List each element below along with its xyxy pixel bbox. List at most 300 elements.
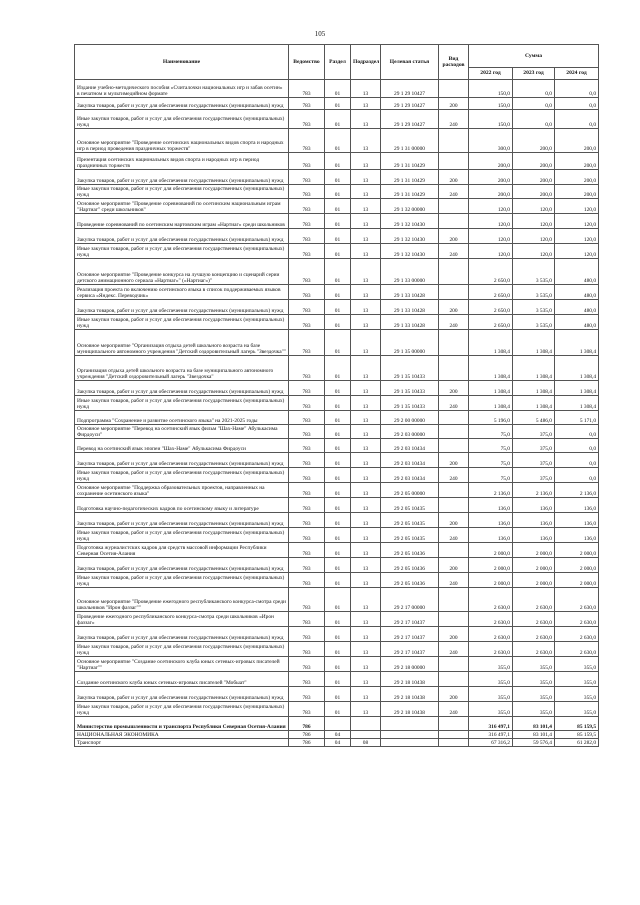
cell-year2: 1 308,4 <box>513 396 555 411</box>
table-header <box>75 45 599 80</box>
cell-year1: 150,0 <box>469 80 513 98</box>
cell-year1: 355,0 <box>469 687 513 702</box>
cell-year2: 200,0 <box>513 129 555 153</box>
cell-subsection: 13 <box>351 396 381 411</box>
cell-ministry: 783 <box>289 468 325 483</box>
cell-expense-type <box>439 543 469 558</box>
cell-name: Основное мероприятие "Создание осетинского клуба юных сетевых-игровых писателей "Нартиаг"" <box>75 657 289 672</box>
cell-target: 29 2 18 10438 <box>381 672 439 687</box>
cell-year1: 75,0 <box>469 453 513 468</box>
cell-target: 29 1 32 10430 <box>381 214 439 229</box>
cell-section: 01 <box>325 513 351 528</box>
table-row <box>75 170 599 185</box>
table-row <box>75 717 599 731</box>
cell-year2: 136,0 <box>513 498 555 513</box>
cell-section: 01 <box>325 543 351 558</box>
cell-year1: 75,0 <box>469 425 513 439</box>
cell-year2: 120,0 <box>513 214 555 229</box>
cell-section: 04 <box>325 739 351 747</box>
cell-year3: 2 000,0 <box>555 573 599 588</box>
cell-year2: 355,0 <box>513 672 555 687</box>
table-row <box>75 588 599 612</box>
table-row <box>75 381 599 396</box>
cell-name: Иные закупки товаров, работ и услуг для обеспечения государственных (муниципальных) нужд <box>75 573 289 588</box>
cell-year1: 75,0 <box>469 439 513 453</box>
cell-section: 01 <box>325 558 351 573</box>
cell-year3: 0,0 <box>555 453 599 468</box>
table-row <box>75 129 599 153</box>
cell-year3: 1 308,4 <box>555 330 599 356</box>
cell-expense-type <box>439 356 469 381</box>
cell-expense-type: 200 <box>439 300 469 315</box>
cell-subsection: 13 <box>351 300 381 315</box>
cell-section: 01 <box>325 129 351 153</box>
cell-section: 01 <box>325 687 351 702</box>
cell-year3: 355,0 <box>555 657 599 672</box>
cell-ministry: 783 <box>289 543 325 558</box>
cell-year3: 200,0 <box>555 129 599 153</box>
cell-expense-type <box>439 672 469 687</box>
cell-year1: 150,0 <box>469 98 513 110</box>
cell-target: 29 2 05 10435 <box>381 513 439 528</box>
cell-expense-type <box>439 612 469 627</box>
cell-year1: 355,0 <box>469 702 513 717</box>
cell-year3: 85 159,5 <box>555 717 599 731</box>
cell-name: Основное мероприятие "Проведение ежегодного республиканского конкурса-смотра среди школьников "Ирон фаззаг"" <box>75 588 289 612</box>
cell-subsection: 13 <box>351 612 381 627</box>
cell-year2: 3 535,0 <box>513 300 555 315</box>
cell-subsection: 13 <box>351 259 381 285</box>
cell-expense-type: 240 <box>439 573 469 588</box>
cell-subsection: 13 <box>351 356 381 381</box>
cell-name: Издание учебно-методического пособия «Считалочки национальных игр и забав осетин» в печатном и мультимедийном формате <box>75 80 289 98</box>
cell-year3: 2 630,0 <box>555 627 599 642</box>
cell-ministry: 783 <box>289 612 325 627</box>
table-row <box>75 731 599 739</box>
cell-year2: 120,0 <box>513 199 555 214</box>
cell-ministry: 783 <box>289 558 325 573</box>
cell-expense-type <box>439 498 469 513</box>
table-row <box>75 468 599 483</box>
cell-subsection: 13 <box>351 687 381 702</box>
cell-year1: 200,0 <box>469 153 513 170</box>
cell-target: 29 2 17 10437 <box>381 612 439 627</box>
cell-year3: 2 136,0 <box>555 483 599 498</box>
table-row <box>75 356 599 381</box>
cell-year2: 2 630,0 <box>513 642 555 657</box>
table-row <box>75 573 599 588</box>
cell-name: Создание осетинского клуба юных сетевых-игровых писателей "Мобыат" <box>75 672 289 687</box>
cell-year3: 61 282,0 <box>555 739 599 747</box>
cell-ministry: 786 <box>289 731 325 739</box>
cell-subsection: 13 <box>351 642 381 657</box>
cell-expense-type <box>439 129 469 153</box>
cell-name: Транспорт <box>75 739 289 747</box>
cell-section: 01 <box>325 153 351 170</box>
cell-year2: 3 535,0 <box>513 285 555 300</box>
cell-year1: 200,0 <box>469 185 513 199</box>
cell-subsection: 13 <box>351 513 381 528</box>
cell-subsection: 13 <box>351 80 381 98</box>
cell-name: Иные закупки товаров, работ и услуг для обеспечения государственных (муниципальных) нужд <box>75 642 289 657</box>
cell-year3: 0,0 <box>555 439 599 453</box>
cell-target: 29 1 33 00000 <box>381 259 439 285</box>
cell-subsection: 13 <box>351 244 381 259</box>
cell-year3: 200,0 <box>555 170 599 185</box>
table-row <box>75 185 599 199</box>
cell-year1: 2 630,0 <box>469 642 513 657</box>
cell-year2: 83 101,4 <box>513 717 555 731</box>
cell-target: 29 1 35 00000 <box>381 330 439 356</box>
cell-expense-type <box>439 717 469 731</box>
cell-subsection: 13 <box>351 439 381 453</box>
cell-year1: 1 308,4 <box>469 396 513 411</box>
cell-section: 01 <box>325 573 351 588</box>
cell-ministry: 783 <box>289 129 325 153</box>
table-row <box>75 411 599 425</box>
table-row <box>75 285 599 300</box>
cell-year1: 136,0 <box>469 513 513 528</box>
cell-year3: 355,0 <box>555 702 599 717</box>
cell-ministry: 783 <box>289 687 325 702</box>
cell-subsection: 13 <box>351 573 381 588</box>
cell-subsection: 08 <box>351 739 381 747</box>
cell-target: 29 1 33 10428 <box>381 285 439 300</box>
cell-name: Закупка товаров, работ и услуг для обеспечения государственных (муниципальных) нужд <box>75 453 289 468</box>
cell-year2: 136,0 <box>513 528 555 543</box>
table-row <box>75 80 599 98</box>
cell-section: 01 <box>325 439 351 453</box>
cell-year1: 316 497,1 <box>469 717 513 731</box>
cell-subsection <box>351 731 381 739</box>
table-row <box>75 558 599 573</box>
cell-target <box>381 731 439 739</box>
cell-year1: 120,0 <box>469 199 513 214</box>
cell-section: 01 <box>325 612 351 627</box>
cell-subsection: 13 <box>351 98 381 110</box>
cell-section: 01 <box>325 396 351 411</box>
cell-section: 01 <box>325 98 351 110</box>
cell-name: Организация отдыха детей школьного возраста на базе муниципального автономного учреждения "Детский оздоровительный лагерь "Звездочка" <box>75 356 289 381</box>
table-row <box>75 214 599 229</box>
table-row <box>75 425 599 439</box>
table-row <box>75 110 599 129</box>
cell-name: Закупка товаров, работ и услуг для обеспечения государственных (муниципальных) нужд <box>75 558 289 573</box>
cell-expense-type <box>439 483 469 498</box>
cell-year2: 2 000,0 <box>513 543 555 558</box>
cell-section: 01 <box>325 498 351 513</box>
cell-year3: 200,0 <box>555 153 599 170</box>
cell-year2: 200,0 <box>513 170 555 185</box>
cell-subsection: 13 <box>351 185 381 199</box>
cell-year3: 2 000,0 <box>555 543 599 558</box>
cell-year2: 200,0 <box>513 185 555 199</box>
cell-expense-type: 240 <box>439 702 469 717</box>
cell-year3: 120,0 <box>555 229 599 244</box>
col-ministry-header: Ведомство <box>289 45 325 80</box>
cell-expense-type <box>439 80 469 98</box>
table-row <box>75 259 599 285</box>
cell-ministry: 783 <box>289 439 325 453</box>
cell-ministry: 783 <box>289 229 325 244</box>
cell-target: 29 1 32 00000 <box>381 199 439 214</box>
cell-section: 01 <box>325 185 351 199</box>
cell-year2: 2 630,0 <box>513 588 555 612</box>
cell-ministry: 783 <box>289 573 325 588</box>
cell-ministry: 783 <box>289 657 325 672</box>
cell-target: 29 1 35 10433 <box>381 396 439 411</box>
cell-year2: 120,0 <box>513 244 555 259</box>
cell-year3: 120,0 <box>555 199 599 214</box>
cell-ministry: 783 <box>289 80 325 98</box>
cell-year2: 3 535,0 <box>513 259 555 285</box>
cell-section: 01 <box>325 244 351 259</box>
cell-year3: 5 171,0 <box>555 411 599 425</box>
cell-ministry: 783 <box>289 185 325 199</box>
cell-ministry: 783 <box>289 110 325 129</box>
cell-expense-type <box>439 425 469 439</box>
cell-year1: 2 000,0 <box>469 543 513 558</box>
cell-name: Закупка товаров, работ и услуг для обеспечения государственных (муниципальных) нужд <box>75 300 289 315</box>
cell-ministry: 783 <box>289 396 325 411</box>
cell-section: 01 <box>325 468 351 483</box>
cell-ministry: 783 <box>289 356 325 381</box>
cell-year2: 0,0 <box>513 110 555 129</box>
cell-target <box>381 717 439 731</box>
cell-year3: 85 159,5 <box>555 731 599 739</box>
cell-target: 29 1 32 10430 <box>381 244 439 259</box>
cell-section: 01 <box>325 627 351 642</box>
cell-target: 29 1 33 10428 <box>381 315 439 330</box>
cell-name: Закупка товаров, работ и услуг для обеспечения государственных (муниципальных) нужд <box>75 170 289 185</box>
cell-ministry: 783 <box>289 214 325 229</box>
col-sum-header: Сумма <box>469 45 599 68</box>
cell-target: 29 2 05 00000 <box>381 483 439 498</box>
cell-year2: 2 630,0 <box>513 612 555 627</box>
cell-year3: 200,0 <box>555 185 599 199</box>
cell-target: 29 1 32 10430 <box>381 229 439 244</box>
cell-name: Иные закупки товаров, работ и услуг для обеспечения государственных (муниципальных) нужд <box>75 396 289 411</box>
table-row <box>75 439 599 453</box>
table-row <box>75 657 599 672</box>
cell-subsection: 13 <box>351 129 381 153</box>
cell-target: 29 2 05 10436 <box>381 543 439 558</box>
cell-year1: 2 650,0 <box>469 300 513 315</box>
table-row <box>75 300 599 315</box>
cell-year1: 2 650,0 <box>469 259 513 285</box>
cell-year2: 2 000,0 <box>513 558 555 573</box>
table-row <box>75 396 599 411</box>
cell-name: Основное мероприятие "Проведение осетинских национальных видов спорта и народных игр в период проведения праздничных торжеств" <box>75 129 289 153</box>
col-year3-header: 2024 год <box>555 68 599 80</box>
cell-year3: 480,0 <box>555 315 599 330</box>
cell-ministry: 783 <box>289 513 325 528</box>
cell-year2: 2 136,0 <box>513 483 555 498</box>
cell-section: 01 <box>325 425 351 439</box>
cell-expense-type: 200 <box>439 98 469 110</box>
cell-year2: 59 576,4 <box>513 739 555 747</box>
cell-year3: 2 630,0 <box>555 588 599 612</box>
cell-year1: 2 650,0 <box>469 315 513 330</box>
cell-year2: 0,0 <box>513 98 555 110</box>
cell-year3: 480,0 <box>555 285 599 300</box>
cell-name: Иные закупки товаров, работ и услуг для обеспечения государственных (муниципальных) нужд <box>75 702 289 717</box>
table-row <box>75 528 599 543</box>
cell-section: 01 <box>325 411 351 425</box>
cell-expense-type <box>439 731 469 739</box>
cell-ministry: 783 <box>289 453 325 468</box>
cell-year3: 0,0 <box>555 425 599 439</box>
cell-section: 01 <box>325 483 351 498</box>
cell-subsection: 13 <box>351 425 381 439</box>
cell-name: Иные закупки товаров, работ и услуг для обеспечения государственных (муниципальных) нужд <box>75 468 289 483</box>
cell-name: Закупка товаров, работ и услуг для обеспечения государственных (муниципальных) нужд <box>75 627 289 642</box>
cell-section: 01 <box>325 528 351 543</box>
cell-name: Перевод на осетинский язык эпопеи "Шах-Наме" Абулькасима Фирдоуси <box>75 439 289 453</box>
cell-year2: 375,0 <box>513 439 555 453</box>
cell-subsection: 13 <box>351 453 381 468</box>
cell-year1: 1 308,4 <box>469 356 513 381</box>
cell-year3: 1 308,4 <box>555 381 599 396</box>
cell-year3: 2 630,0 <box>555 642 599 657</box>
cell-target: 29 2 18 10438 <box>381 687 439 702</box>
cell-year3: 2 000,0 <box>555 558 599 573</box>
cell-year1: 136,0 <box>469 498 513 513</box>
cell-name: Иные закупки товаров, работ и услуг для обеспечения государственных (муниципальных) нужд <box>75 528 289 543</box>
cell-year2: 375,0 <box>513 453 555 468</box>
cell-expense-type: 200 <box>439 558 469 573</box>
cell-ministry: 783 <box>289 244 325 259</box>
cell-year1: 2 000,0 <box>469 558 513 573</box>
cell-year2: 355,0 <box>513 657 555 672</box>
cell-subsection: 13 <box>351 285 381 300</box>
cell-year1: 1 308,4 <box>469 381 513 396</box>
cell-expense-type <box>439 411 469 425</box>
cell-ministry: 783 <box>289 300 325 315</box>
cell-year1: 2 630,0 <box>469 588 513 612</box>
cell-subsection: 13 <box>351 672 381 687</box>
table-row <box>75 627 599 642</box>
table-row <box>75 98 599 110</box>
cell-year3: 480,0 <box>555 300 599 315</box>
cell-expense-type <box>439 657 469 672</box>
cell-year2: 355,0 <box>513 687 555 702</box>
cell-ministry: 783 <box>289 411 325 425</box>
cell-target: 29 1 31 10429 <box>381 153 439 170</box>
cell-year3: 0,0 <box>555 468 599 483</box>
cell-name: Иные закупки товаров, работ и услуг для обеспечения государственных (муниципальных) нужд <box>75 244 289 259</box>
cell-expense-type <box>439 285 469 300</box>
cell-year3: 136,0 <box>555 498 599 513</box>
cell-subsection: 13 <box>351 199 381 214</box>
cell-name: Закупка товаров, работ и услуг для обеспечения государственных (муниципальных) нужд <box>75 381 289 396</box>
cell-target: 29 2 05 10436 <box>381 558 439 573</box>
col-year2-header: 2023 год <box>513 68 555 80</box>
cell-expense-type <box>439 330 469 356</box>
cell-expense-type: 240 <box>439 185 469 199</box>
cell-target: 29 1 35 10433 <box>381 381 439 396</box>
cell-ministry: 783 <box>289 170 325 185</box>
cell-name: Подготовка журналистских кадров для средств массовой информации Республики Северная Осетия-Алания <box>75 543 289 558</box>
cell-subsection: 13 <box>351 543 381 558</box>
cell-year1: 120,0 <box>469 244 513 259</box>
cell-name: Основное мероприятие "Перевод на осетинский язык фильм "Шах-Наме" Абулькасима Фирдоуси" <box>75 425 289 439</box>
cell-target: 29 2 03 10434 <box>381 453 439 468</box>
cell-expense-type: 200 <box>439 381 469 396</box>
col-year1-header: 2022 год <box>469 68 513 80</box>
table-row <box>75 687 599 702</box>
cell-year3: 0,0 <box>555 110 599 129</box>
cell-name: Основное мероприятие "Проведение конкурса на лучшую концепцию и сценарий серии детского анимационного сериала «Нартиаг»" («Нартиаг»)" <box>75 259 289 285</box>
cell-subsection <box>351 717 381 731</box>
cell-year1: 355,0 <box>469 657 513 672</box>
cell-name: Закупка товаров, работ и услуг для обеспечения государственных (муниципальных) нужд <box>75 513 289 528</box>
cell-year1: 200,0 <box>469 170 513 185</box>
cell-subsection: 13 <box>351 498 381 513</box>
cell-target: 29 1 35 10433 <box>381 356 439 381</box>
cell-expense-type: 240 <box>439 642 469 657</box>
cell-target: 29 2 18 10438 <box>381 702 439 717</box>
cell-ministry: 783 <box>289 528 325 543</box>
cell-year3: 120,0 <box>555 214 599 229</box>
cell-year1: 150,0 <box>469 110 513 129</box>
cell-section: 01 <box>325 199 351 214</box>
cell-name: Основное мероприятие "Проведение соревнований по осетинским национальным играм "Нартиаг" среди школьников" <box>75 199 289 214</box>
cell-target: 29 2 03 10434 <box>381 439 439 453</box>
cell-target: 29 2 05 10435 <box>381 498 439 513</box>
cell-year2: 136,0 <box>513 513 555 528</box>
cell-target: 29 1 31 10429 <box>381 185 439 199</box>
cell-name: Закупка товаров, работ и услуг для обеспечения государственных (муниципальных) нужд <box>75 687 289 702</box>
cell-target: 29 2 17 10437 <box>381 627 439 642</box>
cell-year3: 2 630,0 <box>555 612 599 627</box>
table-body <box>75 80 599 747</box>
table-row <box>75 315 599 330</box>
cell-year2: 3 535,0 <box>513 315 555 330</box>
cell-year3: 136,0 <box>555 513 599 528</box>
cell-year1: 2 136,0 <box>469 483 513 498</box>
cell-year2: 375,0 <box>513 425 555 439</box>
cell-ministry: 783 <box>289 425 325 439</box>
cell-ministry: 783 <box>289 98 325 110</box>
cell-ministry: 783 <box>289 381 325 396</box>
cell-year2: 5 486,0 <box>513 411 555 425</box>
table-row <box>75 483 599 498</box>
cell-year3: 1 308,4 <box>555 356 599 381</box>
cell-section: 01 <box>325 330 351 356</box>
cell-subsection: 13 <box>351 702 381 717</box>
cell-ministry: 783 <box>289 315 325 330</box>
cell-section <box>325 717 351 731</box>
cell-expense-type: 240 <box>439 528 469 543</box>
cell-ministry: 783 <box>289 259 325 285</box>
cell-name: Презентация осетинских национальных видов спорта и народных игр в период праздничных торжеств <box>75 153 289 170</box>
cell-year1: 5 196,0 <box>469 411 513 425</box>
cell-target: 29 1 29 10427 <box>381 110 439 129</box>
cell-expense-type: 200 <box>439 229 469 244</box>
cell-subsection: 13 <box>351 330 381 356</box>
cell-subsection: 13 <box>351 170 381 185</box>
cell-subsection: 13 <box>351 558 381 573</box>
cell-ministry: 786 <box>289 739 325 747</box>
cell-target: 29 2 03 10434 <box>381 468 439 483</box>
cell-target: 29 2 03 00000 <box>381 425 439 439</box>
cell-ministry: 783 <box>289 330 325 356</box>
cell-subsection: 13 <box>351 411 381 425</box>
cell-section: 01 <box>325 285 351 300</box>
table-row <box>75 153 599 170</box>
cell-subsection: 13 <box>351 315 381 330</box>
